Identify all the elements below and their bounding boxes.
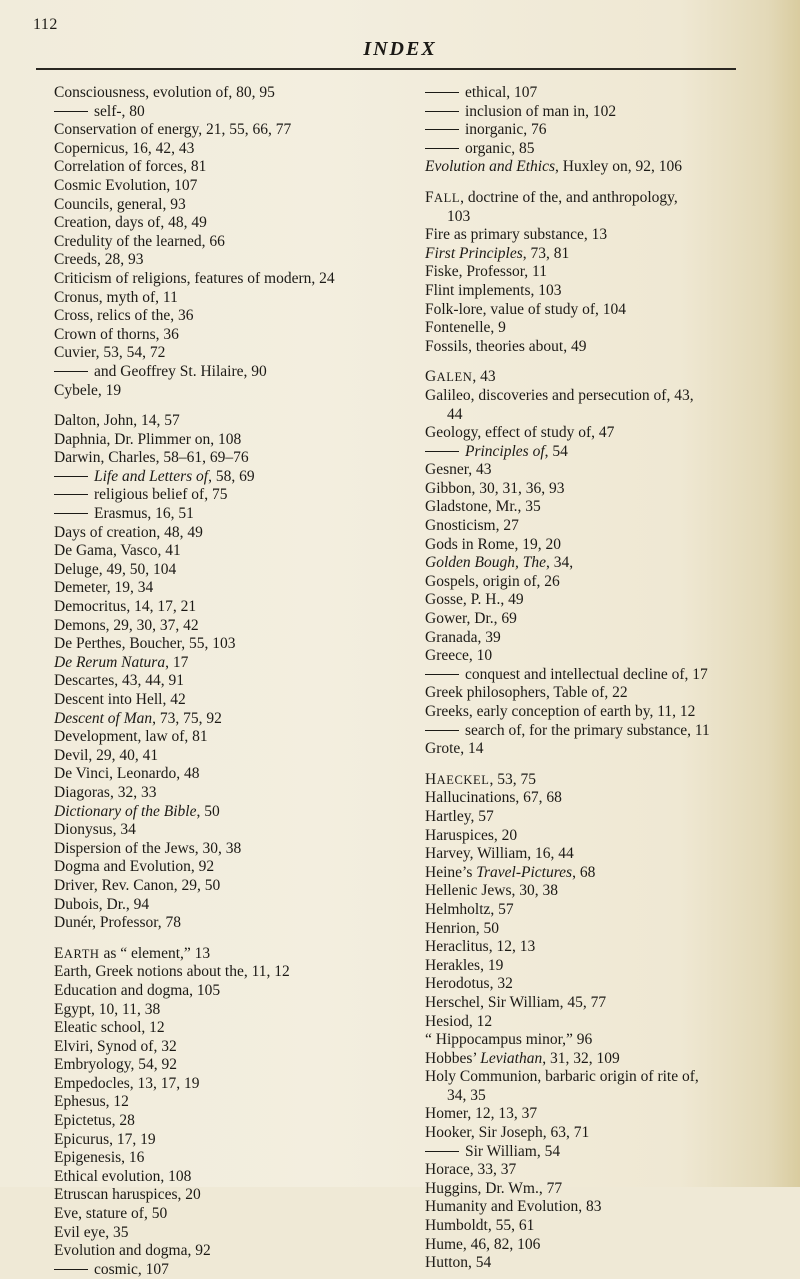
header-rule [36, 68, 736, 70]
letter-head-rest: as “ element,” 13 [99, 944, 211, 962]
index-entry-text: Eleatic school, 12 [54, 1019, 165, 1037]
index-entry [425, 368, 770, 387]
index-entry [54, 635, 394, 654]
index-entry [425, 591, 770, 610]
letter-head-rest: , doctrine of the, and anthropology, [460, 188, 678, 206]
index-entry-text: Conservation of energy, 21, 55, 66, 77 [54, 121, 292, 139]
index-entry-text: Eve, stature of, 50 [54, 1205, 168, 1223]
index-subentry-text: and Geoffrey St. Hilaire, 90 [94, 362, 267, 380]
index-entry [54, 431, 394, 450]
index-entry [425, 808, 770, 827]
index-entry [54, 561, 394, 580]
index-entry [425, 629, 770, 648]
index-entry-text: De Gama, Vasco, 41 [54, 542, 181, 560]
index-title-italic: Golden Bough, The [425, 554, 546, 572]
index-subentry-text: Erasmus, 16, 51 [94, 505, 194, 523]
index-entry-text: Epictetus, 28 [54, 1112, 135, 1130]
index-entry-text: Herschel, Sir William, 45, 77 [425, 993, 607, 1011]
index-entry [54, 858, 394, 877]
index-entry-text: Flint implements, 103 [425, 281, 562, 299]
index-entry-text: Fontenelle, 9 [425, 319, 506, 337]
index-entry-text: Holy Communion, barbaric origin of rite of, [425, 1068, 699, 1086]
index-entry [425, 920, 770, 939]
letter-head-word: E [54, 944, 64, 962]
index-entry [54, 1186, 394, 1205]
index-entry [54, 598, 394, 617]
letter-head-rest: , 43 [472, 368, 496, 386]
index-entry-text: Homer, 12, 13, 37 [425, 1105, 538, 1123]
index-entry-text: Haruspices, 20 [425, 826, 518, 844]
section-gap [54, 933, 394, 945]
index-entry [54, 747, 394, 766]
index-entry [425, 938, 770, 957]
index-entry [54, 896, 394, 915]
index-entry-text: Huggins, Dr. Wm., 77 [425, 1179, 563, 1197]
index-title-italic: Life and Letters of [94, 467, 209, 485]
index-entry [54, 1131, 394, 1150]
index-entry-pages: , Huxley on, 92, 106 [555, 158, 683, 176]
index-entry [425, 573, 770, 592]
index-entry-text: Hume, 46, 82, 106 [425, 1235, 541, 1253]
page-number: 112 [33, 16, 58, 33]
index-entry-text: Elviri, Synod of, 32 [54, 1037, 177, 1055]
index-entry-pages: 103 [447, 207, 471, 225]
index-entry [54, 251, 394, 270]
index-entry-text: Folk-lore, value of study of, 104 [425, 300, 627, 318]
index-entry-pages: , 73, 75, 92 [152, 709, 222, 727]
index-entry [425, 740, 770, 759]
ditto-dash [425, 674, 459, 675]
index-entry-text: Education and dogma, 105 [54, 981, 221, 999]
index-entry-text: Cuvier, 53, 54, 72 [54, 344, 166, 362]
index-entry [54, 1038, 394, 1057]
index-entry [425, 901, 770, 920]
index-entry [54, 344, 394, 363]
index-entry-text: Helmholtz, 57 [425, 900, 514, 918]
index-entry-text: Empedocles, 13, 17, 19 [54, 1074, 200, 1092]
index-entry [425, 387, 770, 406]
index-entry [54, 1075, 394, 1094]
index-title-italic: Leviathan [480, 1049, 543, 1067]
index-entry [54, 728, 394, 747]
index-entry-text: De Perthes, Boucher, 55, 103 [54, 635, 236, 653]
index-entry-text: Demons, 29, 30, 37, 42 [54, 616, 199, 634]
ditto-dash [54, 494, 88, 495]
index-entry [54, 654, 394, 673]
index-subentry-text: self-, 80 [94, 102, 145, 120]
index-entry-prefix: Hobbes’ [425, 1049, 481, 1067]
index-entry-text: Hellenic Jews, 30, 38 [425, 882, 559, 900]
index-subentry-text: Sir William, 54 [465, 1142, 561, 1160]
index-entry-text: Gods in Rome, 19, 20 [425, 535, 562, 553]
index-entry-text: Galileo, discoveries and persecution of, 43, [425, 386, 694, 404]
index-subentry [54, 505, 394, 524]
index-entry-text: Fire as primary substance, 13 [425, 226, 608, 244]
index-entry-text: Descartes, 43, 44, 91 [54, 672, 184, 690]
ditto-dash [54, 1269, 88, 1270]
index-entry [425, 226, 770, 245]
index-entry [54, 289, 394, 308]
index-entry-continuation [425, 1087, 770, 1106]
ditto-dash [425, 148, 459, 149]
index-entry [54, 1242, 394, 1261]
index-entry-text: Descent into Hell, 42 [54, 691, 186, 708]
index-title-italic: Descent of Man [54, 709, 153, 727]
index-entry [425, 1068, 770, 1087]
index-entry [54, 84, 394, 103]
index-entry [425, 975, 770, 994]
index-entry [425, 319, 770, 338]
index-entry [54, 121, 394, 140]
index-entry-text: Gnosticism, 27 [425, 517, 519, 535]
index-entry-pages: 44 [447, 405, 463, 423]
index-entry-pages: , 17 [165, 653, 189, 671]
index-entry [425, 498, 770, 517]
index-entry-text: Embryology, 54, 92 [54, 1056, 177, 1074]
index-entry-text: Cross, relics of the, 36 [54, 307, 194, 325]
index-entry-text: Dalton, John, 14, 57 [54, 412, 180, 430]
index-entry-text: Creeds, 28, 93 [54, 251, 144, 269]
index-entry-text: Horace, 33, 37 [425, 1161, 517, 1179]
index-entry [425, 424, 770, 443]
ditto-dash [425, 129, 459, 130]
index-title-italic: De Rerum Natura [54, 653, 166, 671]
index-subentry-text: inclusion of man in, 102 [465, 102, 617, 120]
letter-head-word: G [425, 368, 437, 386]
index-entry-pages: , 68 [572, 863, 596, 881]
index-entry-text: Humanity and Evolution, 83 [425, 1198, 602, 1216]
index-entry [425, 189, 770, 208]
index-entry-prefix: Heine’s [425, 863, 477, 881]
index-entry [425, 1050, 770, 1069]
index-entry [425, 282, 770, 301]
index-entry [425, 882, 770, 901]
index-subentry [54, 363, 394, 382]
index-entry [54, 140, 394, 159]
index-title-italic: Principles of [465, 442, 545, 460]
index-entry-text: Gospels, origin of, 26 [425, 572, 560, 590]
index-entry [54, 840, 394, 859]
index-entry [54, 821, 394, 840]
index-entry [425, 1217, 770, 1236]
index-entry [425, 1124, 770, 1143]
index-subentry [54, 486, 394, 505]
index-entry [425, 1254, 770, 1273]
index-entry-text: Hesiod, 12 [425, 1012, 493, 1030]
index-entry-text: Epigenesis, 16 [54, 1149, 145, 1167]
index-title-italic: Dictionary of the Bible [54, 802, 197, 820]
index-entry-text: Grote, 14 [425, 740, 484, 758]
index-title-italic: Evolution and Ethics [425, 158, 556, 176]
index-subentry [425, 443, 770, 462]
index-entry-text: Gladstone, Mr., 35 [425, 498, 541, 516]
index-entry [54, 524, 394, 543]
index-entry [54, 963, 394, 982]
index-subentry-text: organic, 85 [465, 139, 535, 157]
index-entry [425, 1161, 770, 1180]
index-entry [54, 1205, 394, 1224]
index-entry [425, 684, 770, 703]
index-subentry-text: search of, for the primary substance, 11 [465, 721, 710, 739]
index-entry [54, 982, 394, 1001]
ditto-dash [425, 1151, 459, 1152]
index-entry-text: Ethical evolution, 108 [54, 1167, 192, 1185]
index-entry [54, 412, 394, 431]
index-subentry [425, 1143, 770, 1162]
index-entry-text: Earth, Greek notions about the, 11, 12 [54, 963, 290, 981]
ditto-dash [54, 371, 88, 372]
index-entry [425, 338, 770, 357]
index-entry [425, 827, 770, 846]
index-entry-text: Demeter, 19, 34 [54, 579, 154, 597]
index-subentry-text: inorganic, 76 [465, 121, 547, 139]
section-gap [54, 400, 394, 412]
index-entry [54, 1056, 394, 1075]
index-subentry-text: ethical, 107 [465, 84, 538, 101]
index-entry-text: Gosse, P. H., 49 [425, 591, 524, 609]
ditto-dash [425, 92, 459, 93]
index-entry-text: Henrion, 50 [425, 919, 500, 937]
letter-head-smallcaps: AECKEL [436, 772, 490, 787]
running-head: INDEX [363, 38, 437, 60]
index-entry [54, 382, 394, 401]
index-entry-text: Consciousness, evolution of, 80, 95 [54, 84, 275, 101]
index-entry-text: Gower, Dr., 69 [425, 610, 517, 628]
index-subentry-text: conquest and intellectual decline of, 17 [465, 665, 708, 683]
index-entry [54, 270, 394, 289]
index-entry [54, 672, 394, 691]
index-entry-text: Cosmic Evolution, 107 [54, 176, 198, 194]
letter-head-smallcaps: ALEN [436, 370, 473, 385]
index-entry-text: Dunér, Professor, 78 [54, 914, 182, 932]
index-entry-text: Herodotus, 32 [425, 975, 513, 993]
index-entry [54, 914, 394, 933]
index-entry [54, 177, 394, 196]
index-entry [425, 245, 770, 264]
index-entry-text: Copernicus, 16, 42, 43 [54, 139, 195, 157]
index-entry-text: Dionysus, 34 [54, 821, 136, 839]
index-entry [425, 789, 770, 808]
index-subentry [54, 468, 394, 487]
index-entry-pages: , 34, [545, 554, 574, 572]
index-entry-text: Greek philosophers, Table of, 22 [425, 684, 628, 702]
index-subentry [425, 103, 770, 122]
index-entry-pages: , 73, 81 [522, 244, 570, 262]
index-title-italic: First Principles [425, 244, 523, 262]
ditto-dash [425, 451, 459, 452]
index-subentry-text: cosmic, 107 [94, 1260, 169, 1278]
index-entry [54, 214, 394, 233]
index-entry-text: Dispersion of the Jews, 30, 38 [54, 839, 242, 857]
index-entry-text: Dubois, Dr., 94 [54, 895, 150, 913]
index-entry-text: Egypt, 10, 11, 38 [54, 1000, 161, 1018]
index-entry [425, 263, 770, 282]
index-entry-text: Credulity of the learned, 66 [54, 232, 225, 250]
index-entry [425, 1180, 770, 1199]
index-entry [54, 784, 394, 803]
index-entry [425, 461, 770, 480]
index-entry-text: Herakles, 19 [425, 956, 504, 974]
index-subentry [425, 722, 770, 741]
index-entry-text: Driver, Rev. Canon, 29, 50 [54, 876, 221, 894]
index-entry-text: Greeks, early conception of earth by, 11, 12 [425, 703, 696, 720]
index-subentry-text: religious belief of, 75 [94, 486, 228, 504]
index-entry-text: Cybele, 19 [54, 381, 122, 399]
index-entry-text: Development, law of, 81 [54, 728, 208, 746]
index-entry-text: Humboldt, 55, 61 [425, 1217, 535, 1235]
index-entry [425, 957, 770, 976]
index-entry-text: Evil eye, 35 [54, 1223, 129, 1241]
index-entry-text: Fossils, theories about, 49 [425, 337, 587, 355]
index-entry [54, 765, 394, 784]
index-entry-text: Deluge, 49, 50, 104 [54, 560, 177, 578]
index-entry-text: Evolution and dogma, 92 [54, 1242, 211, 1260]
index-entry-text: Etruscan haruspices, 20 [54, 1186, 201, 1204]
index-entry [54, 691, 394, 710]
index-entry [54, 307, 394, 326]
section-gap [425, 177, 770, 189]
index-entry-text: Correlation of forces, 81 [54, 158, 207, 176]
index-entry [425, 158, 770, 177]
letter-head-rest: , 53, 75 [489, 770, 536, 788]
ditto-dash [425, 730, 459, 731]
index-entry-text: Crown of thorns, 36 [54, 325, 179, 343]
letter-head-word: F [425, 188, 435, 206]
index-entry [54, 542, 394, 561]
index-entry-text: Days of creation, 48, 49 [54, 523, 203, 541]
index-entry-text: Hartley, 57 [425, 807, 494, 825]
index-entry [54, 1168, 394, 1187]
index-subentry [425, 84, 770, 103]
index-entry [425, 864, 770, 883]
index-entry [54, 196, 394, 215]
index-subentry [425, 121, 770, 140]
index-entry [54, 877, 394, 896]
index-entry [425, 703, 770, 722]
index-entry [54, 233, 394, 252]
index-entry [54, 1224, 394, 1243]
index-entry [54, 449, 394, 468]
index-entry [425, 480, 770, 499]
index-entry-text: Harvey, William, 16, 44 [425, 845, 574, 863]
index-entry-text: Cronus, myth of, 11 [54, 288, 178, 306]
index-entry-text: Councils, general, 93 [54, 195, 186, 213]
index-entry [54, 710, 394, 729]
index-entry [425, 610, 770, 629]
index-entry-text: Fiske, Professor, 11 [425, 263, 547, 281]
index-entry [54, 326, 394, 345]
index-entry-text: Gesner, 43 [425, 461, 492, 479]
index-entry-pages: , 31, 32, 109 [542, 1049, 620, 1067]
index-title-italic: Travel-Pictures [476, 863, 573, 881]
index-subentry [425, 666, 770, 685]
index-subentry [54, 1261, 394, 1279]
index-entry [54, 1001, 394, 1020]
index-entry-text: Dogma and Evolution, 92 [54, 858, 215, 876]
index-entry-pages: , 50 [196, 802, 220, 820]
index-entry-text: Ephesus, 12 [54, 1093, 129, 1111]
index-entry-continuation [425, 406, 770, 425]
index-entry-pages: 34, 35 [447, 1086, 486, 1104]
section-gap [425, 356, 770, 368]
index-entry [54, 617, 394, 636]
index-entry-text: Epicurus, 17, 19 [54, 1130, 156, 1148]
index-entry [54, 945, 394, 964]
index-entry [425, 647, 770, 666]
index-entry [54, 803, 394, 822]
index-entry [425, 1236, 770, 1255]
index-entry-text: Hallucinations, 67, 68 [425, 789, 562, 807]
ditto-dash [425, 111, 459, 112]
index-entry-text: De Vinci, Leonardo, 48 [54, 765, 200, 783]
index-column-left [54, 84, 394, 1279]
index-entry-text: Criticism of religions, features of modern, 24 [54, 269, 335, 287]
ditto-dash [54, 476, 88, 477]
index-entry-text: Daphnia, Dr. Plimmer on, 108 [54, 430, 242, 448]
index-subentry-pages: , 58, 69 [208, 467, 255, 485]
index-subentry [425, 140, 770, 159]
ditto-dash [54, 513, 88, 514]
section-gap [425, 759, 770, 771]
index-entry [425, 536, 770, 555]
index-entry [54, 1019, 394, 1038]
index-entry-text: Hooker, Sir Joseph, 63, 71 [425, 1124, 590, 1142]
index-subentry [54, 103, 394, 122]
index-entry-text: Hutton, 54 [425, 1254, 492, 1272]
index-entry [425, 1013, 770, 1032]
index-entry [54, 1093, 394, 1112]
index-entry-text: Darwin, Charles, 58–61, 69–76 [54, 449, 249, 467]
index-entry-text: Democritus, 14, 17, 21 [54, 598, 197, 616]
index-entry-text: Diagoras, 32, 33 [54, 783, 157, 801]
index-entry [425, 301, 770, 320]
index-subentry-pages: , 54 [544, 442, 568, 460]
index-entry [425, 554, 770, 573]
letter-head-word: H [425, 770, 437, 788]
index-entry [54, 158, 394, 177]
index-entry [54, 1112, 394, 1131]
index-entry [425, 517, 770, 536]
index-entry [54, 1149, 394, 1168]
index-entry-text: Granada, 39 [425, 628, 501, 646]
index-entry [425, 1198, 770, 1217]
index-entry-text: Greece, 10 [425, 647, 493, 665]
index-entry-text: Creation, days of, 48, 49 [54, 214, 207, 232]
index-entry [425, 845, 770, 864]
ditto-dash [54, 111, 88, 112]
index-entry-text: Geology, effect of study of, 47 [425, 424, 615, 442]
index-entry [425, 1105, 770, 1124]
index-entry [54, 579, 394, 598]
index-entry-text: Devil, 29, 40, 41 [54, 746, 159, 764]
index-entry-text: Gibbon, 30, 31, 36, 93 [425, 479, 565, 497]
index-entry-text: Heraclitus, 12, 13 [425, 938, 536, 956]
index-entry [425, 1031, 770, 1050]
letter-head-smallcaps: ARTH [63, 946, 100, 961]
index-entry-continuation [425, 208, 770, 227]
index-entry [425, 771, 770, 790]
letter-head-smallcaps: ALL [434, 190, 461, 205]
index-entry-text: “ Hippocampus minor,” 96 [425, 1031, 593, 1049]
index-entry [425, 994, 770, 1013]
index-column-right [425, 84, 770, 1273]
